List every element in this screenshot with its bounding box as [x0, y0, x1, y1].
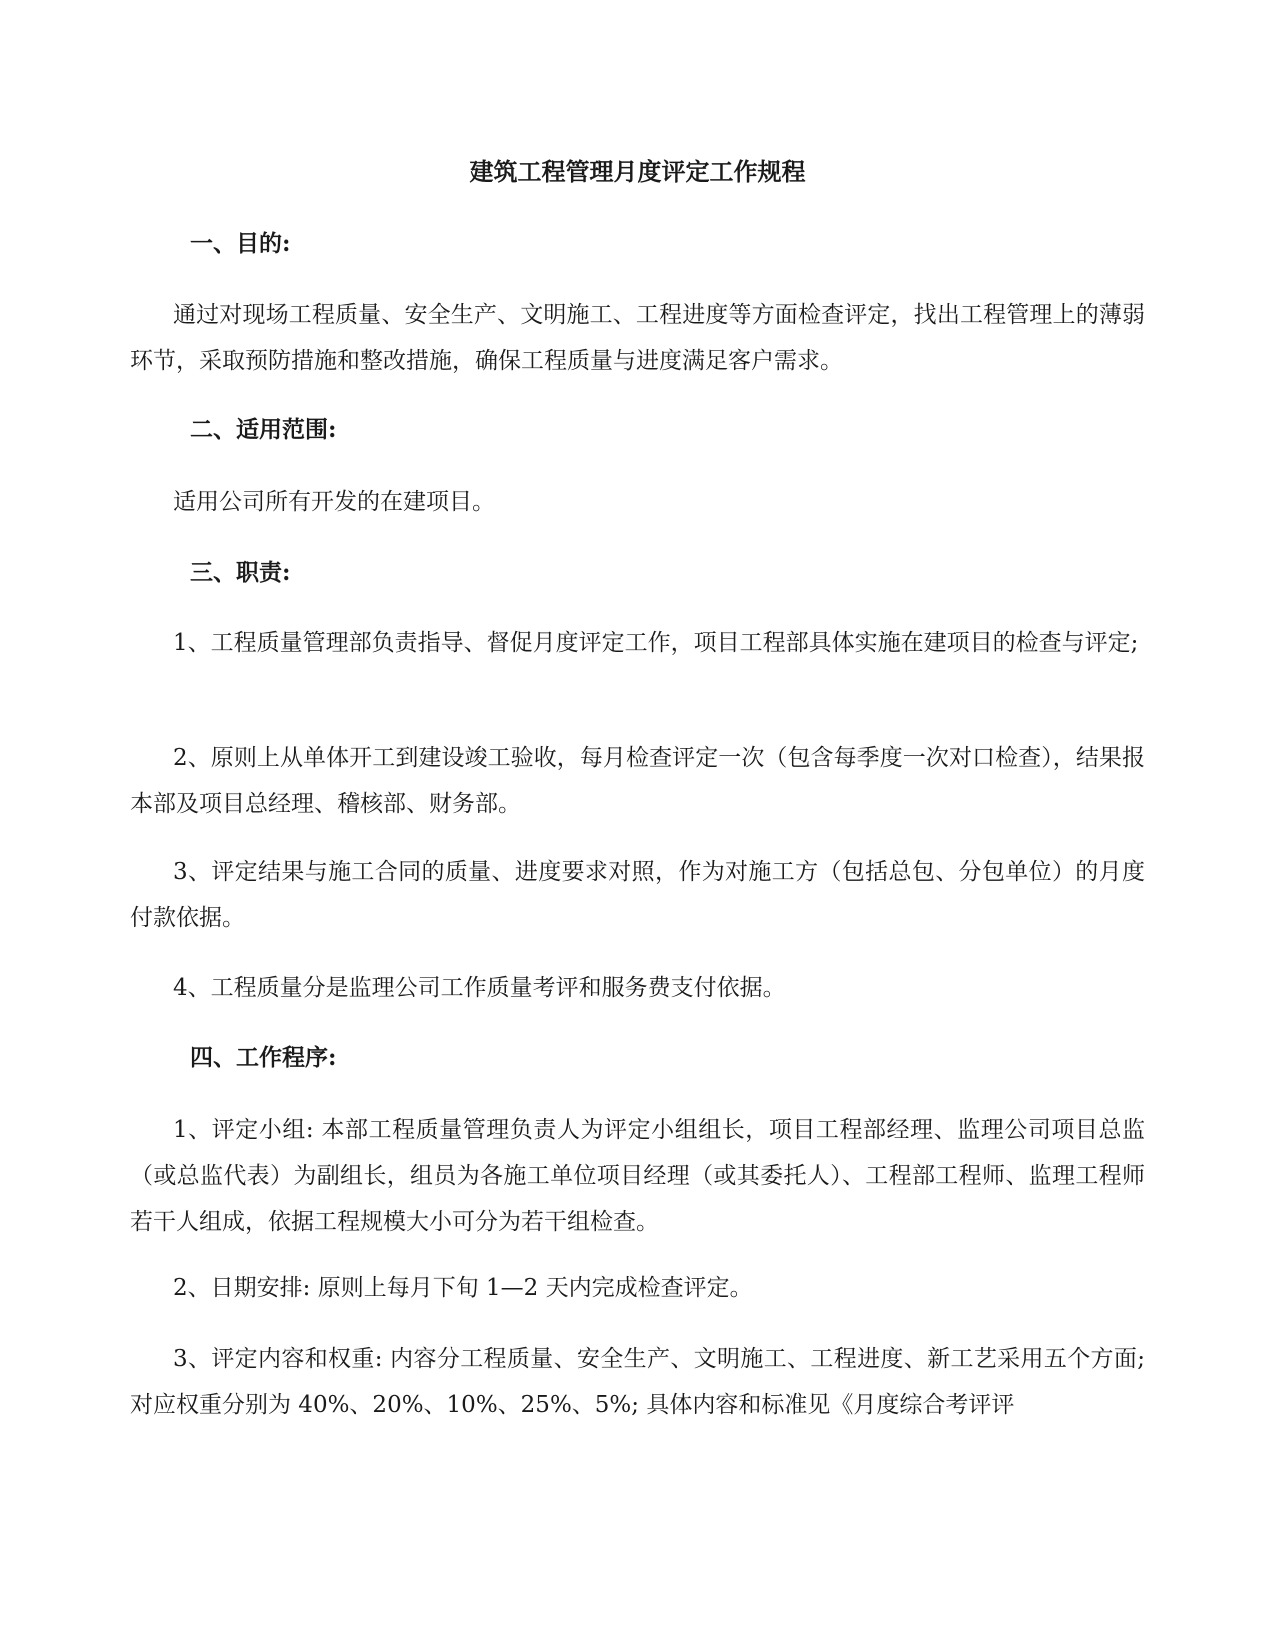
paragraph-procedure-2: 2、日期安排: 原则上每月下旬 1—2 天内完成检查评定。 [173, 1275, 753, 1301]
paragraph-responsibility-4: 4、工程质量分是监理公司工作质量考评和服务费支付依据。 [173, 975, 786, 1001]
paragraph-procedure-3: 3、评定内容和权重: 内容分工程质量、安全生产、文明施工、工程进度、新工艺采用五个方面; 对应权重分别为 40%、20%、10%、25%、5%; 具体内容和标准见《月度综合考评评 [130, 1346, 1145, 1418]
paragraph-scope: 适用公司所有开发的在建项目。 [173, 489, 495, 515]
paragraph-responsibility-1: 1、工程质量管理部负责指导、督促月度评定工作，项目工程部具体实施在建项目的检查与评定; [173, 630, 1139, 656]
section-heading-procedure: 四、工作程序: [190, 1044, 337, 1071]
section-heading-responsibilities: 三、职责: [190, 559, 291, 586]
paragraph-purpose: 通过对现场工程质量、安全生产、文明施工、工程进度等方面检查评定，找出工程管理上的薄弱环节，采取预防措施和整改措施，确保工程质量与进度满足客户需求。 [130, 302, 1145, 374]
document-title: 建筑工程管理月度评定工作规程 [469, 157, 806, 186]
paragraph-procedure-1: 1、评定小组: 本部工程质量管理负责人为评定小组组长，项目工程部经理、监理公司项目总监（或总监代表）为副组长，组员为各施工单位项目经理（或其委托人）、工程部工程师、监理工程师若干人组成，依据工程规模大小可分为若干组检查。 [130, 1117, 1145, 1235]
paragraph-responsibility-3: 3、评定结果与施工合同的质量、进度要求对照，作为对施工方（包括总包、分包单位）的月度付款依据。 [130, 859, 1145, 931]
section-heading-purpose: 一、目的: [190, 230, 291, 257]
paragraph-responsibility-2: 2、原则上从单体开工到建设竣工验收，每月检查评定一次（包含每季度一次对口检查），结果报本部及项目总经理、稽核部、财务部。 [130, 745, 1145, 817]
section-heading-scope: 二、适用范围: [190, 416, 337, 443]
